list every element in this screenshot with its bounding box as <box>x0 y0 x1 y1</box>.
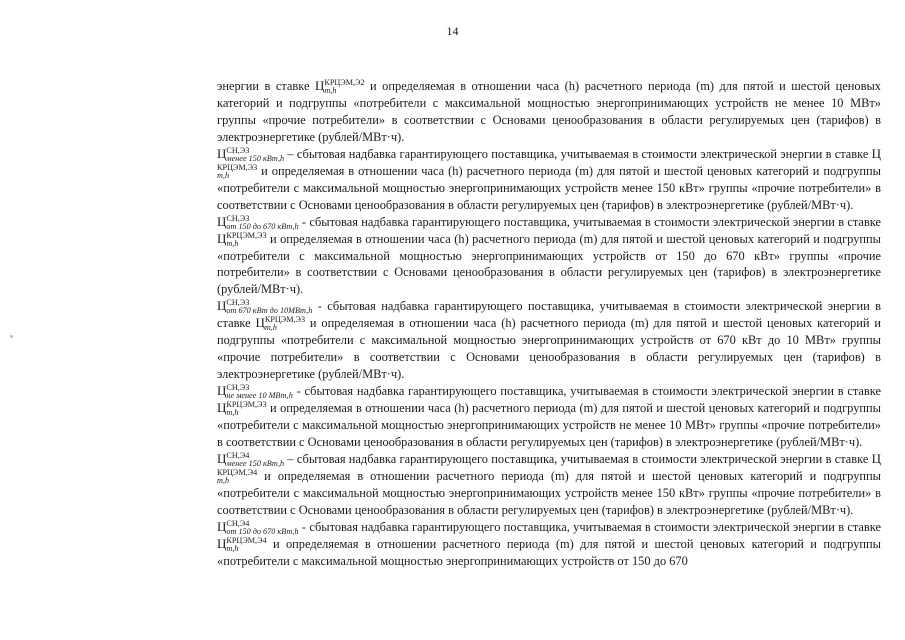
paragraph: Ц СН,Э4 от 150 до 670 кВт,h - сбытовая надбавка гарантирующего поставщика, учитываемая в стоимости электрической энергии в ставке Ц КРЦЭМ,Э4 m,h и определяемая в отношении расчетного периода (m) для пятой и шестой ценовых категорий и подгруппы «потребители с максимальной мощностью энергопринимающих устройств от 150 до 670 <box>217 518 881 568</box>
paragraph: Ц СН,Э3 от 670 кВт до 10МВт,h - сбытовая надбавка гарантирующего поставщика, учитываемая в стоимости электрической энергии в ставке Ц КРЦЭМ,Э3 m,h и определяемая в отношении часа (h) расчетного периода (m) для пятой и шестой ценовых категорий и подгруппы «потребители с максимальной мощностью энергопринимающих устройств от 670 кВт до 10 МВт» группы «прочие потребители» в соответствии с Основами ценообразования в области регулируемых цен (тарифов) в электроэнергетике (рублей/МВт·ч). <box>217 298 881 382</box>
page-number: 14 <box>446 24 459 38</box>
paragraph: Ц СН,Э3 не менее 10 МВт,h - сбытовая надбавка гарантирующего поставщика, учитываемая в стоимости электрической энергии в ставке Ц КРЦЭМ,Э3 m,h и определяемая в отношении часа (h) расчетного периода (m) для пятой и шестой ценовых категорий и подгруппы «потребители с максимальной мощностью энергопринимающих устройств не менее 10 МВт» группы «прочие потребители» в соответствии с Основами ценообразования в области регулируемых цен (тарифов) в электроэнергетике (рублей/МВт·ч). <box>217 382 881 449</box>
scan-speck <box>10 335 13 338</box>
paragraph: Ц СН,Э3 менее 150 кВт,h – сбытовая надбавка гарантирующего поставщика, учитываемая в стоимости электрической энергии в ставке Ц КРЦЭМ,Э3 m,h и определяемая в отношении часа (h) расчетного периода (m) для пятой и шестой ценовых категорий и подгруппы «потребители с максимальной мощностью энергопринимающих устройств менее 150 кВт» группы «прочие потребители» в соответствии с Основами ценообразования в области регулируемых цен (тарифов) в электроэнергетике (рублей/МВт·ч). <box>217 145 881 212</box>
paragraph: Ц СН,Э4 менее 150 кВт,h – сбытовая надбавка гарантирующего поставщика, учитываемая в стоимости электрической энергии в ставке Ц КРЦЭМ,Э4 m,h и определяемая в отношении расчетного периода (m) для пятой и шестой ценовых категорий и подгруппы «потребители с максимальной мощностью энергопринимающих устройств менее 150 кВт» группы «прочие потребители» в соответствии с Основами ценообразования в области регулируемых цен (тарифов) в электроэнергетике (рублей/МВт·ч). <box>217 450 881 517</box>
paragraph: энергии в ставке Ц КРЦЭМ,Э2 m,h и определяемая в отношении часа (h) расчетного периода (m) для пятой и шестой ценовых категорий и подгруппы «потребители с максимальной мощностью энергопринимающих устройств не менее 10 МВт» группы «прочие потребители» в соответствии с Основами ценообразования в области регулируемых цен (тарифов) в электроэнергетике (рублей/МВт·ч). <box>217 78 881 144</box>
document-body <box>217 78 881 570</box>
paragraph: Ц СН,Э3 от 150 до 670 кВт,h - сбытовая надбавка гарантирующего поставщика, учитываемая в стоимости электрической энергии в ставке Ц КРЦЭМ,Э3 m,h и определяемая в отношении часа (h) расчетного периода (m) для пятой и шестой ценовых категорий и подгруппы «потребители с максимальной мощностью энергопринимающих устройств от 150 до 670 кВт» группы «прочие потребители» в соответствии с Основами ценообразования в области регулируемых цен (тарифов) в электроэнергетике (рублей/МВт·ч). <box>217 213 881 297</box>
